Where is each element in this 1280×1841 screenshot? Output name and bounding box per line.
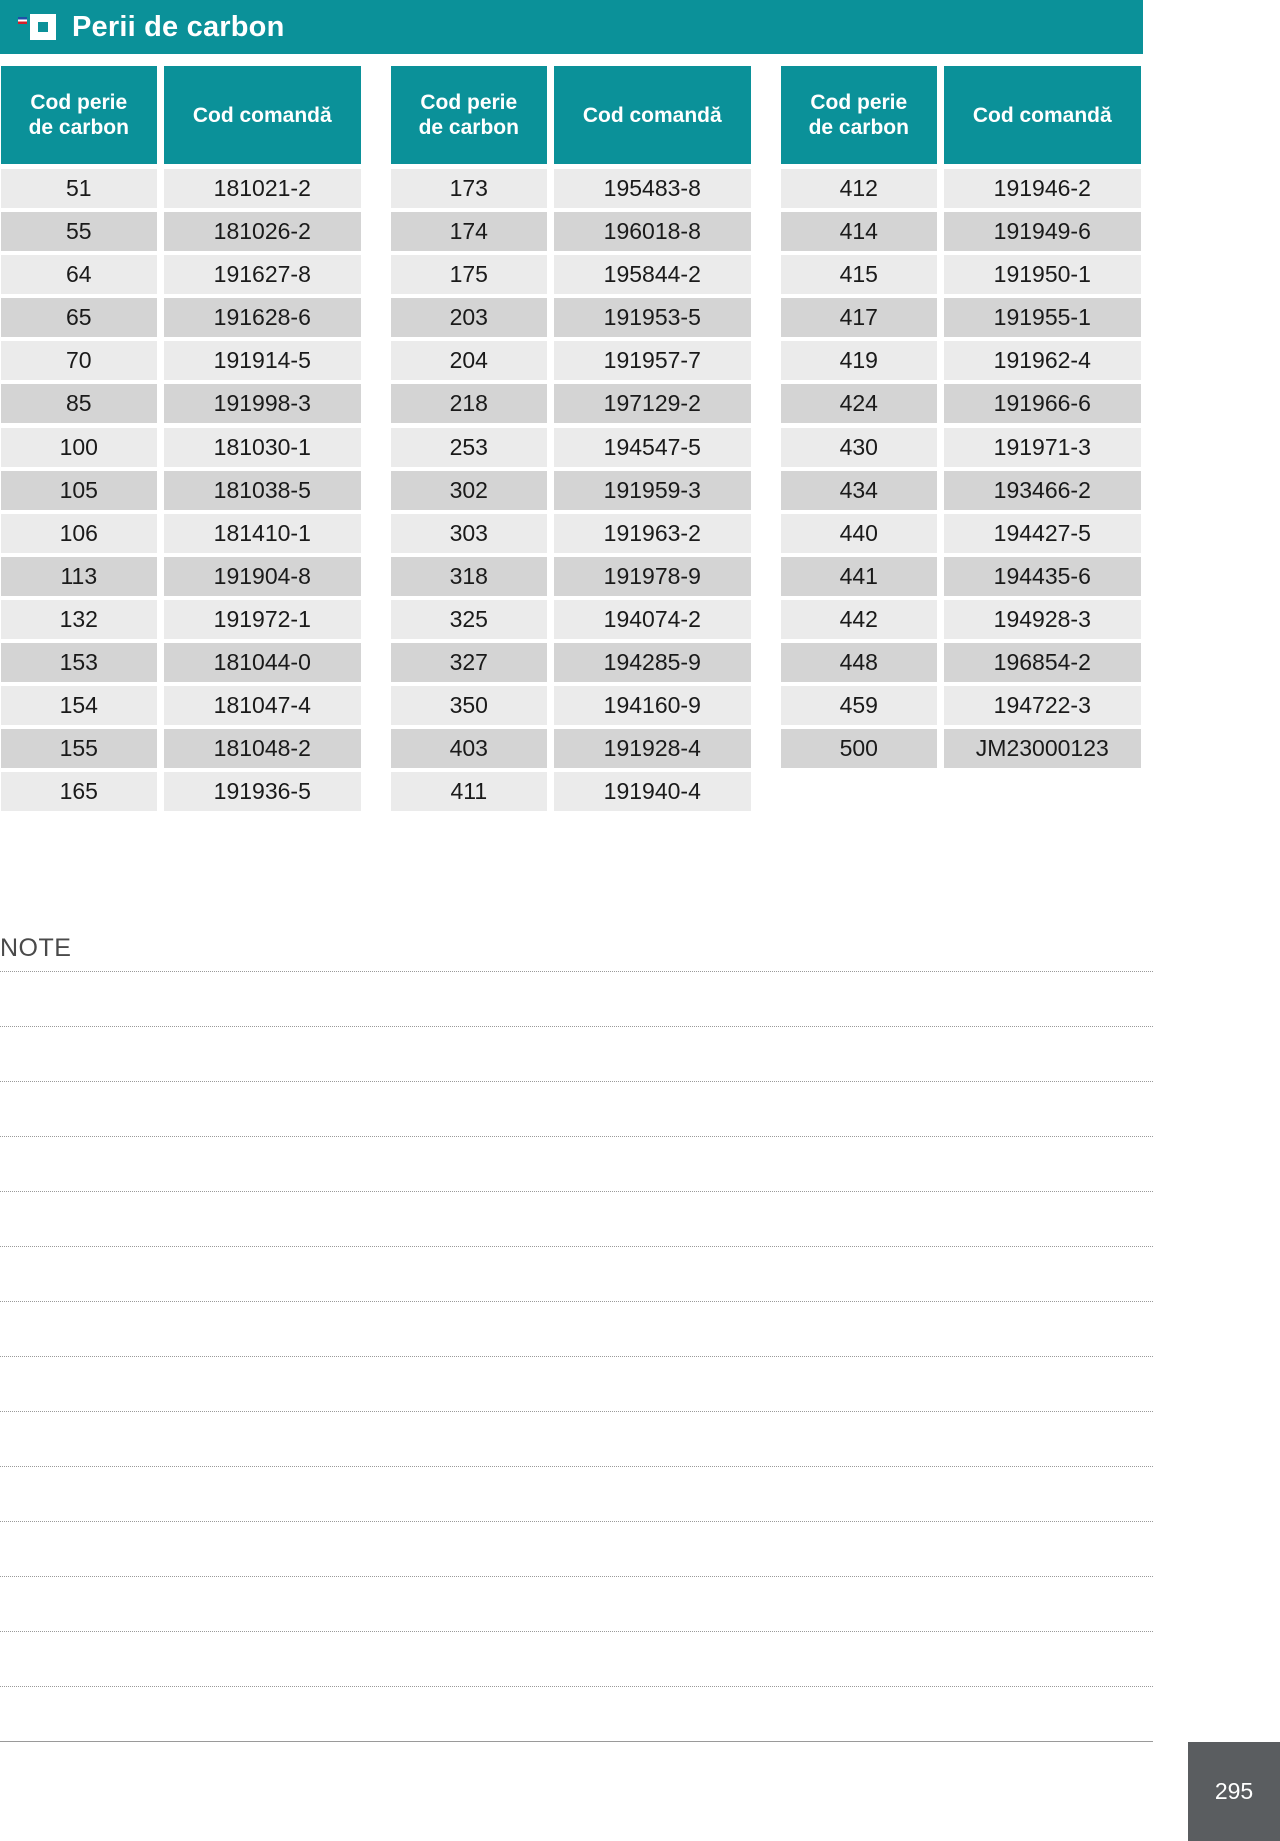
order-code-cell: 191940-4 xyxy=(554,772,751,811)
table-row xyxy=(391,686,751,725)
header-brush-code: Cod perie de carbon xyxy=(1,66,157,164)
brush-code-cell: 70 xyxy=(1,341,157,380)
brush-code-cell: 327 xyxy=(391,643,547,682)
note-line xyxy=(0,1576,1153,1577)
brush-code-cell: 303 xyxy=(391,514,547,553)
brush-code-cell: 442 xyxy=(781,600,937,639)
section-title-bar xyxy=(0,0,1143,54)
order-code-cell: 196018-8 xyxy=(554,212,751,251)
table-row xyxy=(391,643,751,682)
table-row xyxy=(781,600,1141,639)
header-brush-code: Cod perie de carbon xyxy=(391,66,547,164)
page-title: Perii de carbon xyxy=(72,10,285,43)
brush-code-cell: 165 xyxy=(1,772,157,811)
order-code-cell: 191966-6 xyxy=(944,384,1141,423)
table-row xyxy=(1,772,361,811)
brush-code-cell: 415 xyxy=(781,255,937,294)
order-code-cell: 191950-1 xyxy=(944,255,1141,294)
order-code-cell: 191628-6 xyxy=(164,298,361,337)
brush-code-cell: 318 xyxy=(391,557,547,596)
order-code-cell: 191962-4 xyxy=(944,341,1141,380)
order-code-cell: 194722-3 xyxy=(944,686,1141,725)
table-row xyxy=(781,557,1141,596)
table-row xyxy=(391,514,751,553)
table-row xyxy=(391,428,751,467)
brush-code-cell: 414 xyxy=(781,212,937,251)
page-number: 295 xyxy=(1188,1742,1280,1841)
table-row xyxy=(391,557,751,596)
table-row xyxy=(781,169,1141,208)
order-code-cell: 195483-8 xyxy=(554,169,751,208)
order-code-cell: 181048-2 xyxy=(164,729,361,768)
brush-code-cell: 419 xyxy=(781,341,937,380)
table-row xyxy=(391,169,751,208)
order-code-cell: 181044-0 xyxy=(164,643,361,682)
table-row xyxy=(781,643,1141,682)
brush-code-cell: 430 xyxy=(781,428,937,467)
brush-code-cell: 500 xyxy=(781,729,937,768)
order-code-cell: 191953-5 xyxy=(554,298,751,337)
brush-code-cell: 204 xyxy=(391,341,547,380)
section-marker-icon xyxy=(18,12,62,42)
brush-code-cell: 411 xyxy=(391,772,547,811)
order-code-cell: 191946-2 xyxy=(944,169,1141,208)
order-code-cell: 194160-9 xyxy=(554,686,751,725)
brush-code-cell: 325 xyxy=(391,600,547,639)
table-row xyxy=(1,686,361,725)
order-code-cell: 194074-2 xyxy=(554,600,751,639)
order-code-cell: 191928-4 xyxy=(554,729,751,768)
table-row xyxy=(391,600,751,639)
order-code-cell: 181047-4 xyxy=(164,686,361,725)
table-row xyxy=(781,729,1141,768)
note-line xyxy=(0,1246,1153,1247)
brush-code-cell: 440 xyxy=(781,514,937,553)
brush-code-cell: 154 xyxy=(1,686,157,725)
order-code-cell: 181026-2 xyxy=(164,212,361,251)
order-code-cell: 191998-3 xyxy=(164,384,361,423)
header-order-code: Cod comandă xyxy=(164,66,361,164)
table-row xyxy=(1,600,361,639)
order-code-cell: JM23000123 xyxy=(944,729,1141,768)
table-row xyxy=(391,471,751,510)
brush-code-cell: 132 xyxy=(1,600,157,639)
brush-code-cell: 448 xyxy=(781,643,937,682)
order-code-cell: 181410-1 xyxy=(164,514,361,553)
brush-code-cell: 203 xyxy=(391,298,547,337)
table-row xyxy=(1,428,361,467)
table-row xyxy=(1,169,361,208)
table-header xyxy=(391,66,751,164)
note-line xyxy=(0,1301,1153,1302)
brush-code-cell: 302 xyxy=(391,471,547,510)
order-code-cell: 191627-8 xyxy=(164,255,361,294)
brush-code-cell: 417 xyxy=(781,298,937,337)
brush-code-cell: 350 xyxy=(391,686,547,725)
brush-code-cell: 155 xyxy=(1,729,157,768)
note-line xyxy=(0,1466,1153,1467)
order-code-cell: 197129-2 xyxy=(554,384,751,423)
brush-code-cell: 106 xyxy=(1,514,157,553)
order-code-cell: 193466-2 xyxy=(944,471,1141,510)
brush-code-cell: 175 xyxy=(391,255,547,294)
order-code-cell: 194435-6 xyxy=(944,557,1141,596)
order-code-cell: 181038-5 xyxy=(164,471,361,510)
table-row xyxy=(781,686,1141,725)
brush-code-cell: 424 xyxy=(781,384,937,423)
brush-code-cell: 173 xyxy=(391,169,547,208)
table-row xyxy=(781,514,1141,553)
table-row xyxy=(1,341,361,380)
note-line xyxy=(0,1136,1153,1137)
order-code-cell: 191959-3 xyxy=(554,471,751,510)
order-code-cell: 191955-1 xyxy=(944,298,1141,337)
brush-code-cell: 85 xyxy=(1,384,157,423)
table-header xyxy=(781,66,1141,164)
note-line xyxy=(0,1026,1153,1027)
brush-code-cell: 218 xyxy=(391,384,547,423)
brush-code-cell: 65 xyxy=(1,298,157,337)
order-code-cell: 196854-2 xyxy=(944,643,1141,682)
brush-code-cell: 100 xyxy=(1,428,157,467)
brush-code-cell: 113 xyxy=(1,557,157,596)
brush-code-cell: 253 xyxy=(391,428,547,467)
parts-table-3 xyxy=(781,66,1141,772)
table-row xyxy=(781,428,1141,467)
brush-code-cell: 441 xyxy=(781,557,937,596)
table-row xyxy=(781,471,1141,510)
table-row xyxy=(391,341,751,380)
order-code-cell: 194547-5 xyxy=(554,428,751,467)
order-code-cell: 191904-8 xyxy=(164,557,361,596)
parts-table-1 xyxy=(1,66,361,815)
table-row xyxy=(1,514,361,553)
order-code-cell: 194285-9 xyxy=(554,643,751,682)
brush-code-cell: 51 xyxy=(1,169,157,208)
brush-code-cell: 55 xyxy=(1,212,157,251)
table-row xyxy=(781,255,1141,294)
table-row xyxy=(1,557,361,596)
square-icon xyxy=(30,14,56,40)
order-code-cell: 191978-9 xyxy=(554,557,751,596)
note-line xyxy=(0,1081,1153,1082)
table-row xyxy=(391,384,751,423)
note-line xyxy=(0,1356,1153,1357)
table-row xyxy=(391,298,751,337)
table-header xyxy=(1,66,361,164)
flag-icon xyxy=(18,17,27,24)
note-line xyxy=(0,1191,1153,1192)
table-row xyxy=(1,212,361,251)
order-code-cell: 194928-3 xyxy=(944,600,1141,639)
header-order-code: Cod comandă xyxy=(554,66,751,164)
order-code-cell: 191963-2 xyxy=(554,514,751,553)
note-line xyxy=(0,1521,1153,1522)
header-order-code: Cod comandă xyxy=(944,66,1141,164)
table-row xyxy=(1,643,361,682)
footer-divider xyxy=(0,1741,1153,1742)
table-row xyxy=(781,298,1141,337)
table-row xyxy=(781,341,1141,380)
order-code-cell: 191949-6 xyxy=(944,212,1141,251)
table-row xyxy=(1,255,361,294)
order-code-cell: 191914-5 xyxy=(164,341,361,380)
table-row xyxy=(781,384,1141,423)
table-row xyxy=(391,255,751,294)
order-code-cell: 191936-5 xyxy=(164,772,361,811)
brush-code-cell: 403 xyxy=(391,729,547,768)
brush-code-cell: 459 xyxy=(781,686,937,725)
table-row xyxy=(391,212,751,251)
note-line xyxy=(0,1631,1153,1632)
note-line xyxy=(0,1686,1153,1687)
header-brush-code: Cod perie de carbon xyxy=(781,66,937,164)
order-code-cell: 191957-7 xyxy=(554,341,751,380)
table-row xyxy=(781,212,1141,251)
table-row xyxy=(1,384,361,423)
notes-label: NOTE xyxy=(0,934,72,962)
order-code-cell: 181030-1 xyxy=(164,428,361,467)
table-row xyxy=(1,729,361,768)
table-row xyxy=(391,772,751,811)
order-code-cell: 195844-2 xyxy=(554,255,751,294)
parts-table-2 xyxy=(391,66,751,815)
note-line xyxy=(0,1411,1153,1412)
brush-code-cell: 412 xyxy=(781,169,937,208)
brush-code-cell: 434 xyxy=(781,471,937,510)
brush-code-cell: 64 xyxy=(1,255,157,294)
table-row xyxy=(1,471,361,510)
note-line xyxy=(0,971,1153,972)
order-code-cell: 191971-3 xyxy=(944,428,1141,467)
order-code-cell: 181021-2 xyxy=(164,169,361,208)
brush-code-cell: 153 xyxy=(1,643,157,682)
table-row xyxy=(391,729,751,768)
order-code-cell: 191972-1 xyxy=(164,600,361,639)
brush-code-cell: 105 xyxy=(1,471,157,510)
table-row xyxy=(1,298,361,337)
order-code-cell: 194427-5 xyxy=(944,514,1141,553)
brush-code-cell: 174 xyxy=(391,212,547,251)
